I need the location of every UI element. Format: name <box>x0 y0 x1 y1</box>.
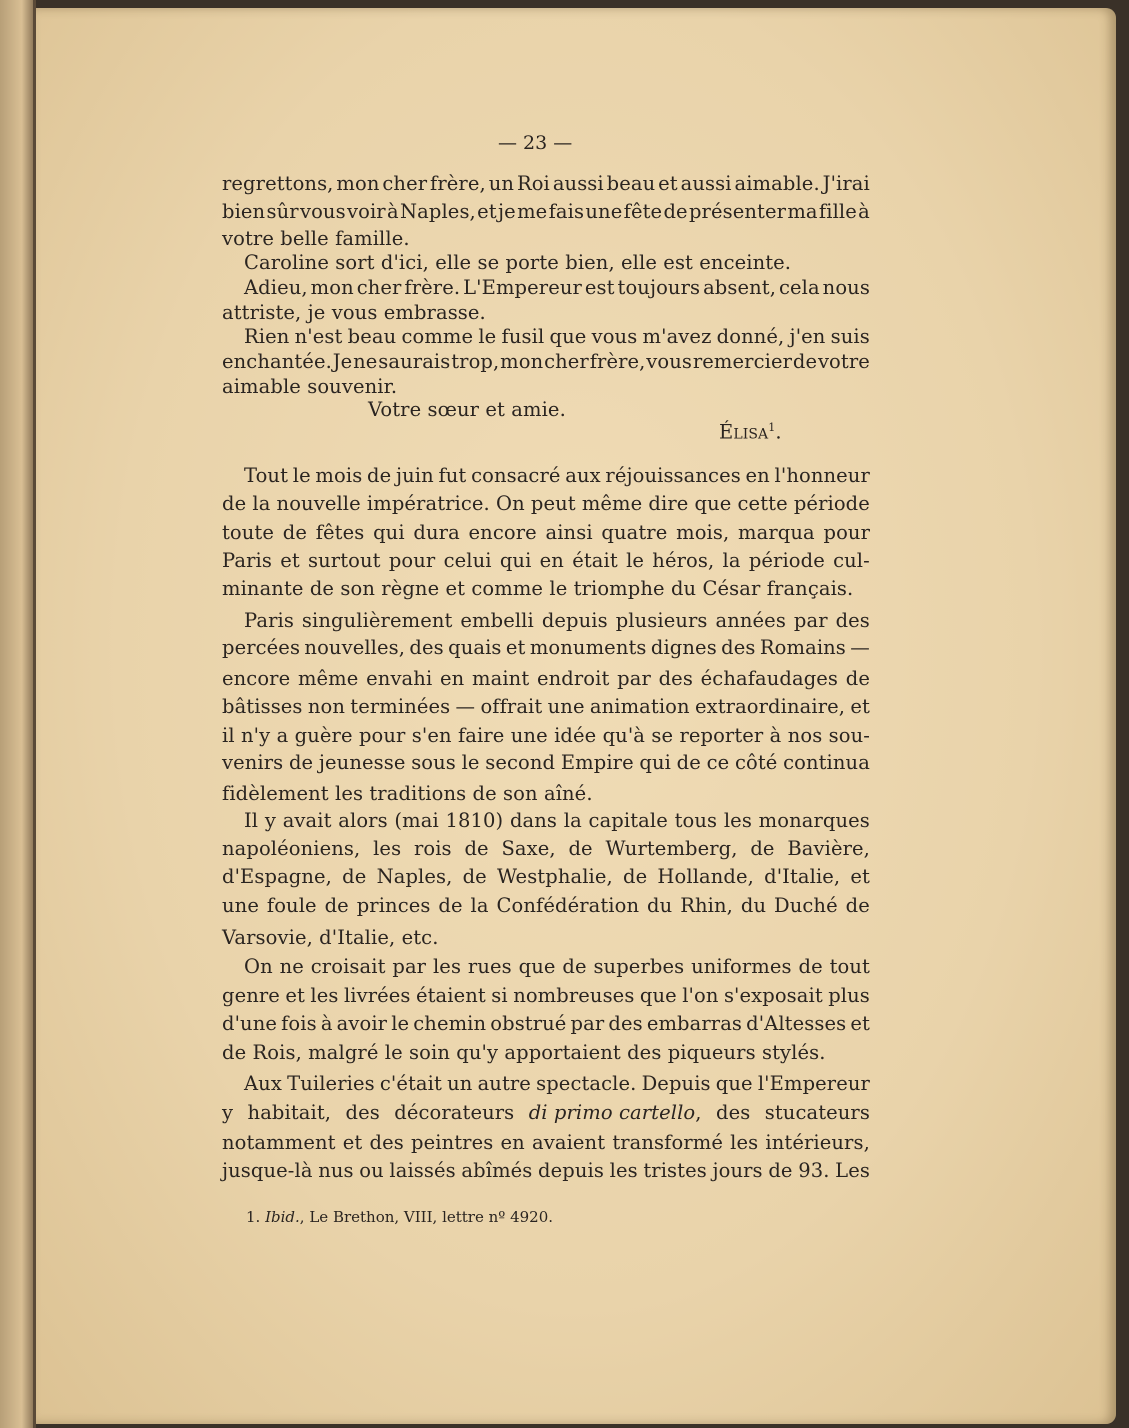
body-line: genre et les livrées étaient si nombreuses que l'on s'exposait plus <box>222 984 870 1007</box>
body-line: d'une fois à avoir le chemin obstrué par des embarras d'Altesses et <box>222 1012 870 1035</box>
body-line: toute de fêtes qui dura encore ainsi quatre mois, marqua pour <box>222 521 870 544</box>
facing-page-edge <box>0 0 36 1428</box>
letter-line: Adieu, mon cher frère. L'Empereur est toujours absent, cela nous <box>244 276 870 299</box>
body-line: venirs de jeunesse sous le second Empire qui de ce côté continua <box>222 751 870 774</box>
letter-line: bien sûr vous voir à Naples, et je me fais une fête de présenter ma fille à <box>222 200 870 223</box>
body-line: Aux Tuileries c'était un autre spectacle. Depuis que l'Empereur <box>244 1072 870 1095</box>
body-line: d'Espagne, de Naples, de Westphalie, de Hollande, d'Italie, et <box>222 865 870 888</box>
body-line: y habitait, des décorateurs di primo cartello, des stucateurs <box>222 1101 870 1124</box>
letter-signature: Élisa$^1$. <box>719 420 782 444</box>
body-line: bâtisses non terminées — offrait une animation extraordinaire, et <box>222 695 870 718</box>
footnote <box>246 1208 553 1226</box>
body-line: de la nouvelle impératrice. On peut même dire que cette période <box>222 492 870 515</box>
body-line: notamment et des peintres en avaient transformé les intérieurs, <box>222 1131 870 1154</box>
body-line: encore même envahi en maint endroit par des échafaudages de <box>222 667 870 690</box>
body-line: percées nouvelles, des quais et monuments dignes des Romains — <box>222 636 870 659</box>
body-line: jusque-là nus ou laissés abîmés depuis les tristes jours de 93. Les <box>222 1159 870 1182</box>
body-line: fidèlement les traditions de son aîné. <box>222 782 593 805</box>
letter-line: regrettons, mon cher frère, un Roi aussi beau et aussi aimable. J'irai <box>222 172 870 195</box>
footnote-source: Ibid. <box>265 1208 300 1226</box>
body-line: Varsovie, d'Italie, etc. <box>222 926 439 949</box>
body-line: Il y avait alors (mai 1810) dans la capitale tous les monarques <box>244 809 870 832</box>
footnote-marker: 1 <box>768 421 776 434</box>
footnote-text: , Le Brethon, VIII, lettre nº 4920. <box>299 1208 554 1226</box>
page-number: — 23 — <box>498 132 573 154</box>
signature-name: Élisa <box>719 420 769 444</box>
letter-closing: Votre sœur et amie. <box>368 398 566 421</box>
letter-line: attriste, je vous embrasse. <box>222 301 486 324</box>
letter-line: Rien n'est beau comme le fusil que vous m'avez donné, j'en suis <box>244 325 870 348</box>
body-line: il n'y a guère pour s'en faire une idée qu'à se reporter à nos sou- <box>222 724 870 747</box>
body-line: Paris singulièrement embelli depuis plusieurs années par des <box>244 609 870 632</box>
body-line: de Rois, malgré le soin qu'y apportaient des piqueurs stylés. <box>222 1041 826 1064</box>
letter-line: aimable souvenir. <box>222 375 398 398</box>
body-line: Tout le mois de juin fut consacré aux réjouissances en l'honneur <box>244 464 870 487</box>
body-line: une foule de princes de la Confédération du Rhin, du Duché de <box>222 894 870 917</box>
body-line: napoléoniens, les rois de Saxe, de Wurtemberg, de Bavière, <box>222 837 870 860</box>
letter-line: Caroline sort d'ici, elle se porte bien, elle est enceinte. <box>244 251 792 274</box>
footnote-number: 1. <box>246 1208 261 1226</box>
body-line: On ne croisait par les rues que de superbes uniformes de tout <box>244 955 870 978</box>
letter-line: enchantée. Je ne saurais trop, mon cher frère, vous remercier de votre <box>222 350 870 373</box>
letter-line: votre belle famille. <box>222 227 410 250</box>
body-line: minante de son règne et comme le triomphe du César français. <box>222 577 854 600</box>
body-line: Paris et surtout pour celui qui en était le héros, la période cul- <box>222 549 870 572</box>
